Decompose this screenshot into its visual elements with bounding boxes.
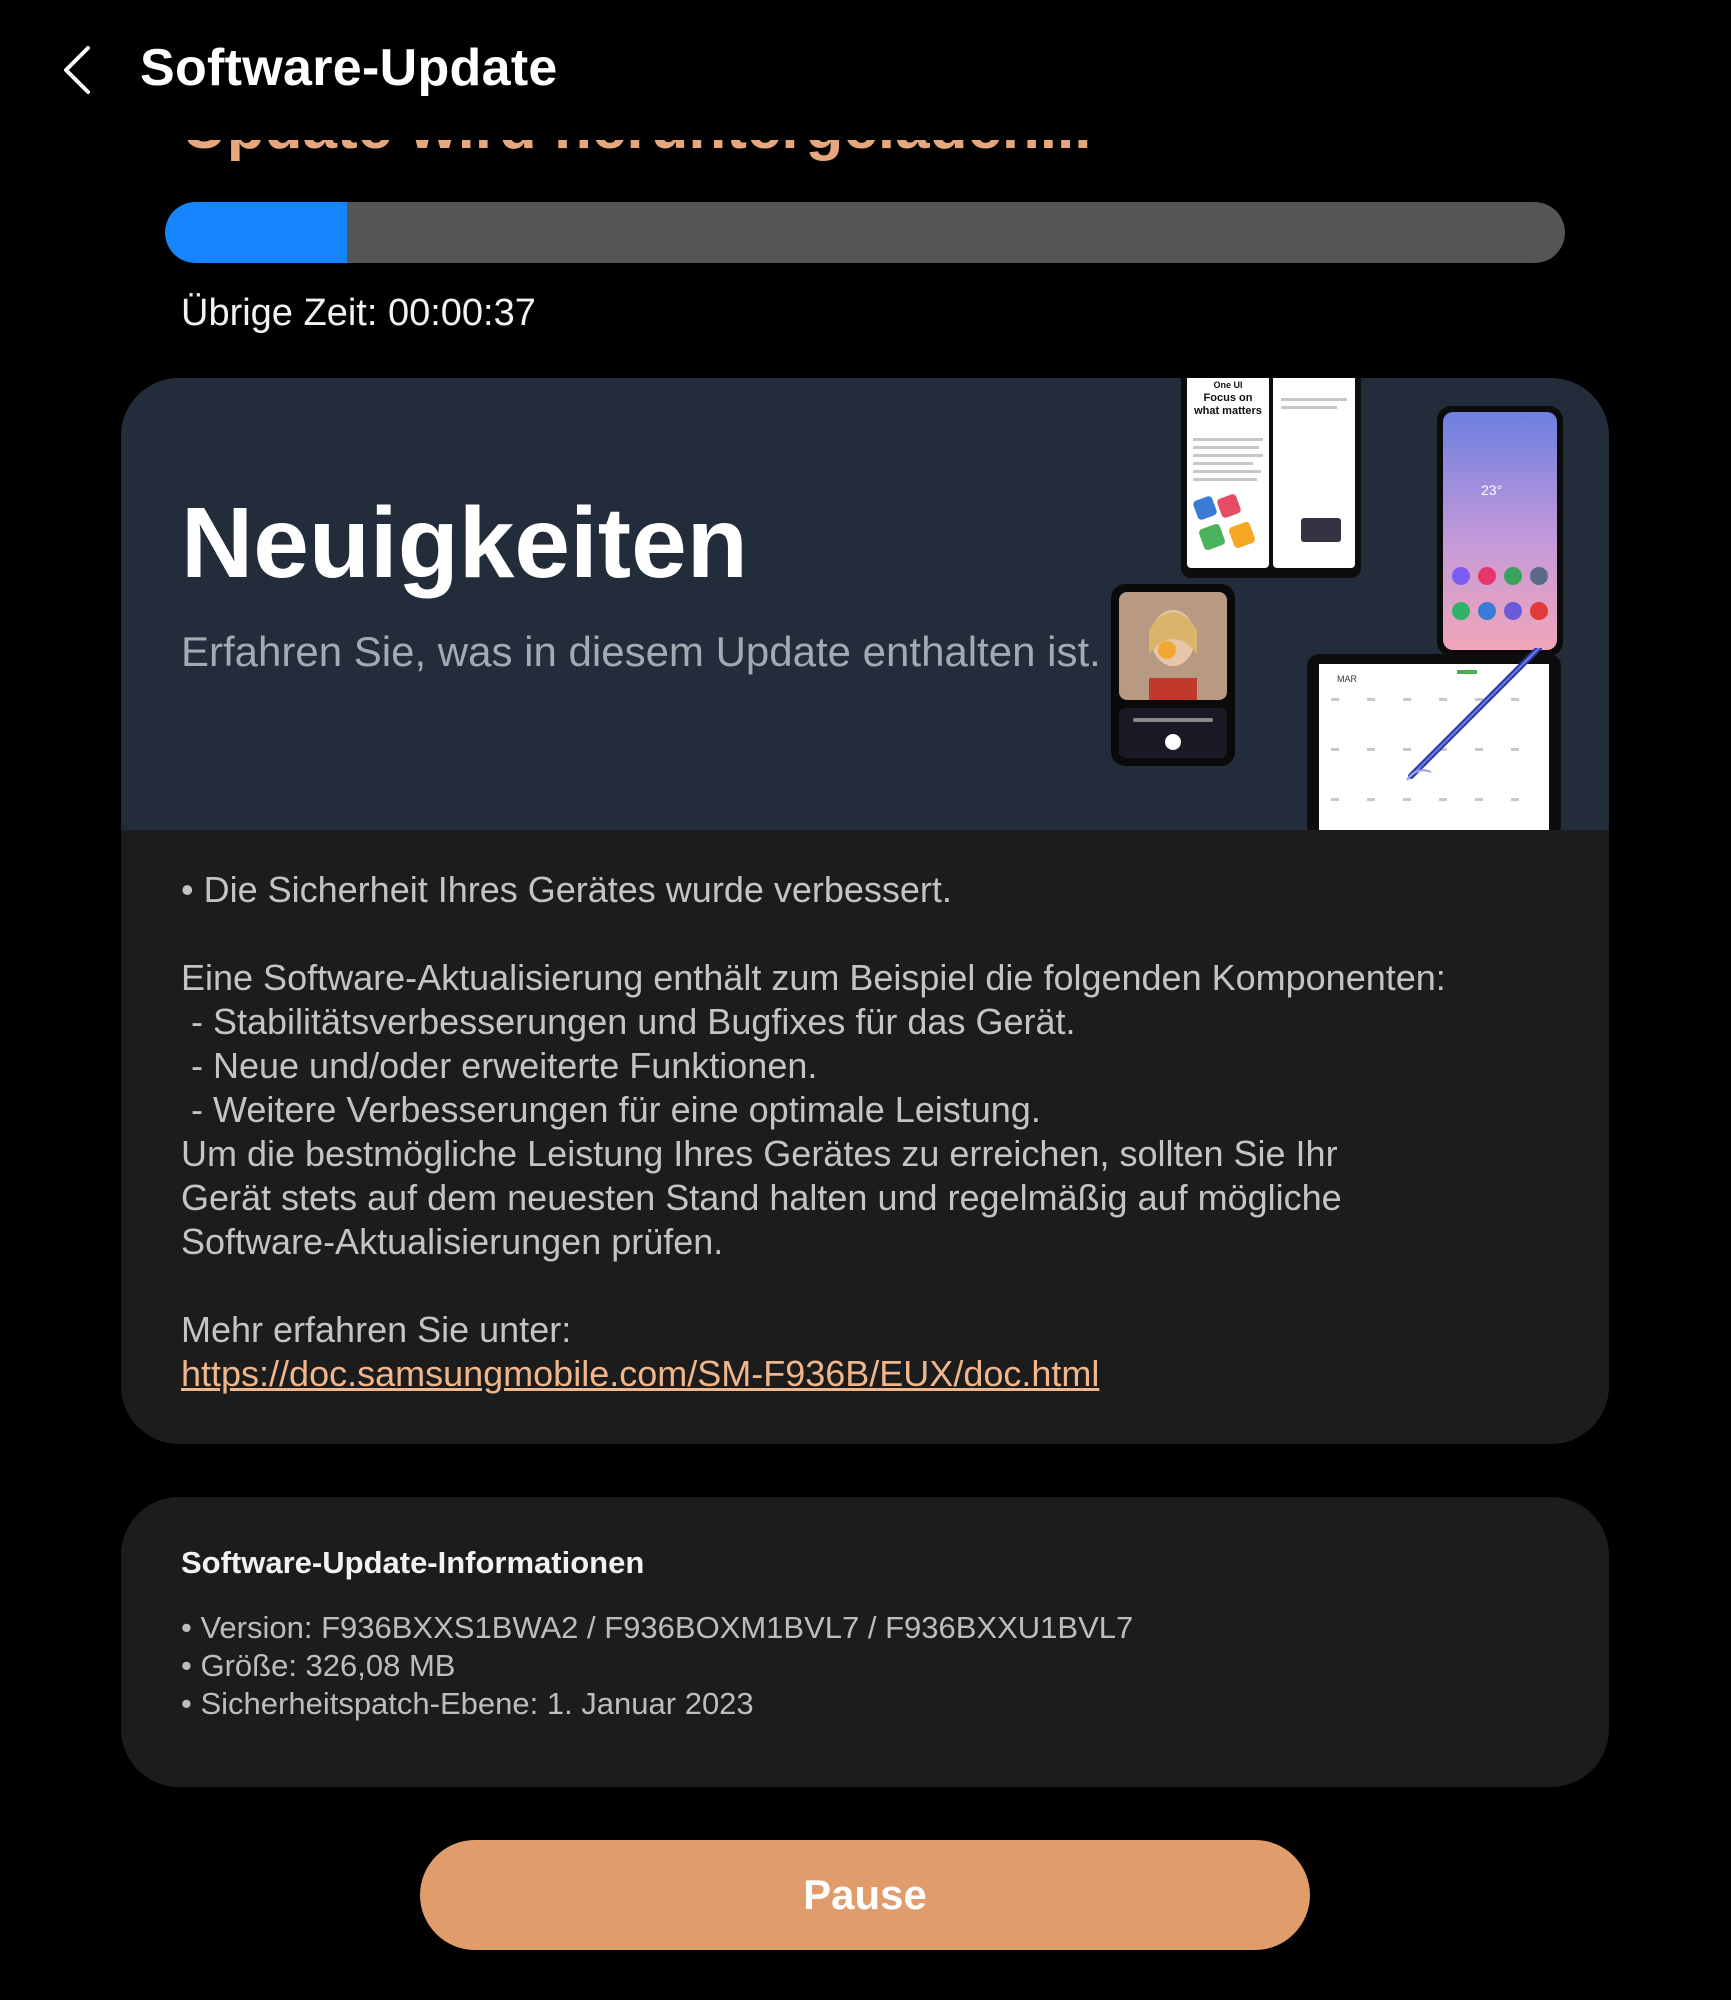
more-info-label: Mehr erfahren Sie unter: [181, 1309, 572, 1350]
flip-phone-illustration [1111, 584, 1235, 766]
remaining-time: Übrige Zeit: 00:00:37 [181, 292, 536, 334]
release-notes [181, 868, 1581, 1396]
release-note-bullet: • Die Sicherheit Ihres Gerätes wurde verbessert. [181, 869, 952, 910]
security-patch-level: • Sicherheitspatch-Ebene: 1. Januar 2023 [181, 1686, 754, 1721]
more-info-link[interactable]: https://doc.samsungmobile.com/SM-F936B/EUX/doc.html [181, 1353, 1100, 1394]
download-progress-fill [165, 202, 347, 263]
update-size: • Größe: 326,08 MB [181, 1648, 456, 1683]
calendar-month-label: MAR [1337, 674, 1357, 684]
update-info-title: Software-Update-Informationen [181, 1545, 645, 1580]
update-info-card [121, 1497, 1609, 1787]
update-version: • Version: F936BXXS1BWA2 / F936BOXM1BVL7 / F936BXXU1BVL7 [181, 1610, 1134, 1645]
release-notes-item: - Neue und/oder erweiterte Funktionen. [181, 1045, 818, 1086]
whats-new-heading: Neuigkeiten [181, 487, 748, 599]
tablet-heading-line-1: One UI [1213, 380, 1243, 390]
download-progress-bar [165, 202, 1565, 263]
tablet-heading-line-2: Focus on [1203, 392, 1253, 404]
foldable-tablet-illustration [1181, 378, 1361, 578]
app-bar [0, 0, 1731, 140]
back-button[interactable] [40, 30, 120, 110]
phone-illustration [1437, 406, 1563, 656]
chevron-left-icon [40, 30, 120, 110]
whats-new-card [121, 378, 1609, 1444]
calendar-tablet-illustration [1307, 648, 1561, 830]
page-title: Software-Update [140, 39, 558, 97]
phone-weather-temp: 23° [1481, 482, 1503, 498]
whats-new-banner [121, 378, 1609, 830]
release-notes-advice: Um die bestmögliche Leistung Ihres Gerätes zu erreichen, sollten Sie Ihr Gerät stets auf dem neuesten Stand halten und regelmäßig auf mögliche Software-Aktualisierungen prüfen. [181, 1133, 1342, 1262]
whats-new-subtitle: Erfahren Sie, was in diesem Update enthalten ist. [181, 628, 1101, 675]
update-info-list [181, 1609, 1133, 1723]
release-notes-item: - Stabilitätsverbesserungen und Bugfixes für das Gerät. [181, 1001, 1076, 1042]
release-notes-intro: Eine Software-Aktualisierung enthält zum Beispiel die folgenden Komponenten: [181, 957, 1446, 998]
pause-button[interactable]: Pause [420, 1840, 1310, 1950]
release-notes-item: - Weitere Verbesserungen für eine optimale Leistung. [181, 1089, 1041, 1130]
tablet-heading-line-3: what matters [1194, 405, 1262, 417]
